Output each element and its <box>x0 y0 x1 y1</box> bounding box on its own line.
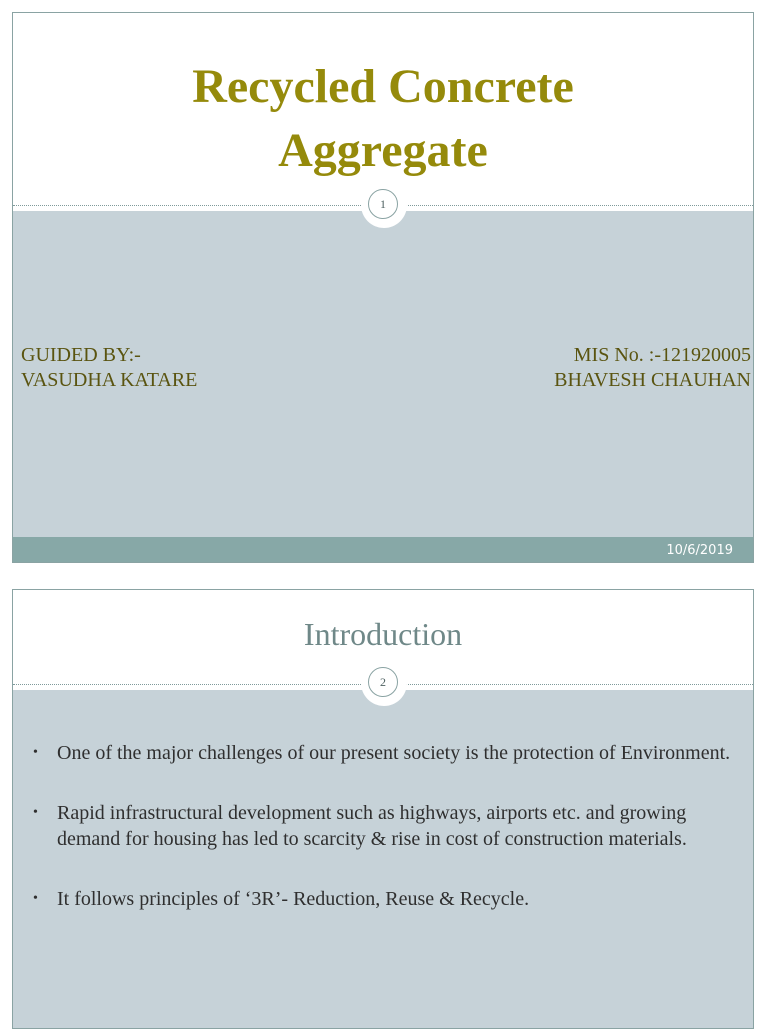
slide-number: 2 <box>368 667 398 697</box>
bullet-item <box>31 886 731 912</box>
guide-block <box>21 343 197 393</box>
mis-number: MIS No. :-121920005 <box>573 344 751 366</box>
student-name: BHAVESH CHAUHAN <box>554 369 751 391</box>
slide-1-title <box>13 55 753 183</box>
bullet-text: Rapid infrastructural development such as highways, airports etc. and growing demand for housing has led to scarcity & rise in cost of construction materials. <box>57 802 687 850</box>
slide-number-badge <box>365 186 403 224</box>
slide-1-title-area <box>13 13 753 205</box>
title-line-1: Recycled Concrete <box>192 60 574 113</box>
slide-date: 10/6/2019 <box>666 543 733 558</box>
bullet-text: One of the major challenges of our present society is the protection of Environment. <box>57 742 731 764</box>
student-block <box>554 343 751 393</box>
guide-name: VASUDHA KATARE <box>21 369 198 391</box>
bullet-item <box>31 800 731 852</box>
slide-1-footer <box>13 537 753 563</box>
bullet-list <box>31 740 731 946</box>
guided-by-label: GUIDED BY:- <box>21 344 141 366</box>
slide-2 <box>12 589 754 1029</box>
slide-number-badge <box>365 664 403 702</box>
bullet-text: It follows principles of ‘3R’- Reduction, Reuse & Recycle. <box>57 888 530 910</box>
title-line-2: Aggregate <box>278 124 488 177</box>
slide-2-title: Introduction <box>303 616 463 652</box>
bullet-dot-icon: • <box>33 805 38 820</box>
slide-number: 1 <box>368 189 398 219</box>
bullet-item <box>31 740 731 766</box>
bullet-dot-icon: • <box>33 891 38 906</box>
slide-1 <box>12 12 754 563</box>
bullet-dot-icon: • <box>33 745 38 760</box>
